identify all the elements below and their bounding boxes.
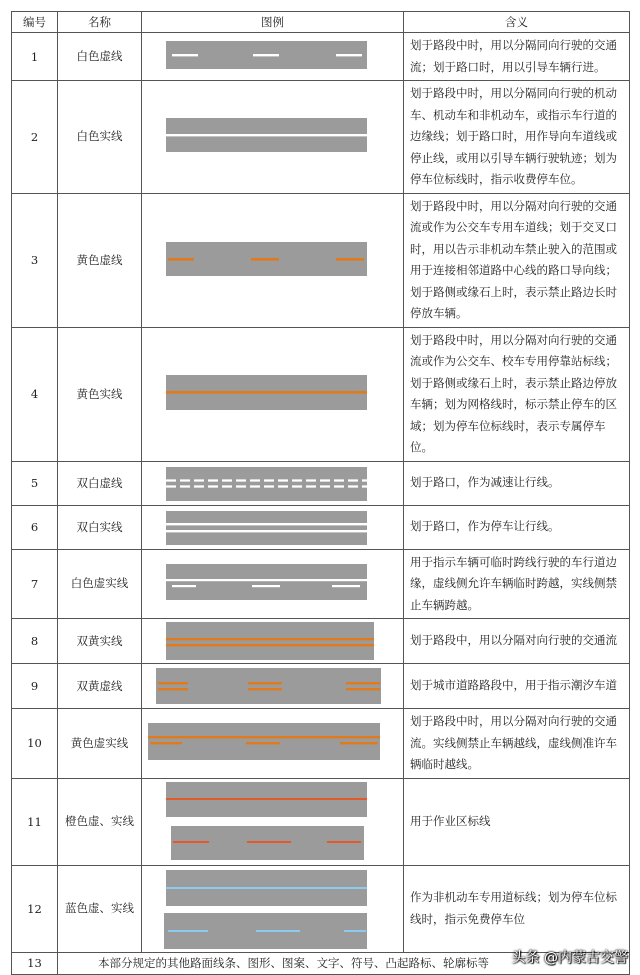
table-row	[12, 619, 630, 664]
example-cell	[142, 461, 404, 505]
example-cell	[142, 664, 404, 709]
table-row	[12, 709, 630, 779]
row-number: 8	[12, 619, 58, 664]
row-meaning: 作为非机动车专用道标线；划为停车位标线时，指示免费停车位	[404, 865, 630, 952]
row-meaning: 划于城市道路路段中，用于指示潮汐车道	[404, 664, 630, 709]
example-cell	[142, 327, 404, 461]
double-white-dashed-line-example	[166, 467, 367, 501]
header-name: 名称	[58, 12, 142, 33]
row-number: 12	[12, 865, 58, 952]
example-cell	[142, 505, 404, 549]
row-number: 1	[12, 33, 58, 81]
row-name: 橙色虚、实线	[58, 778, 142, 865]
table-row	[12, 505, 630, 549]
row-name: 双白实线	[58, 505, 142, 549]
table-row	[12, 33, 630, 81]
row-name: 黄色实线	[58, 327, 142, 461]
example-cell	[142, 619, 404, 664]
double-yellow-solid-line-example	[166, 622, 374, 660]
header-row	[12, 12, 630, 33]
row-meaning: 划于路段中时，用以分隔同向行驶的交通流；划于路口时，用以引导车辆行进。	[404, 33, 630, 81]
row-number: 2	[12, 81, 58, 194]
header-meaning: 含义	[404, 12, 630, 33]
white-dashed-solid-line-example	[166, 564, 367, 600]
row-number: 7	[12, 549, 58, 619]
row-meaning: 划于路口，作为停车让行线。	[404, 505, 630, 549]
table-row	[12, 81, 630, 194]
row-meaning: 划于路段中，用以分隔对向行驶的交通流	[404, 619, 630, 664]
blue-dashed-line-example	[164, 913, 367, 949]
header-example: 图例	[142, 12, 404, 33]
table-row	[12, 193, 630, 327]
example-cell	[142, 549, 404, 619]
row-meaning: 划于路段中时，用以分隔同向行驶的机动车、机动车和非机动车，或指示车行道的边缘线；划于路口时，用作导向车道线或停止线，或用以引导车辆行驶轨迹；划为停车位标线时，指示收费停车位。	[404, 81, 630, 194]
watermark: 头条 @内蒙古交警	[511, 950, 628, 966]
yellow-solid-line-example	[166, 375, 367, 410]
row-number: 10	[12, 709, 58, 779]
row-name: 白色虚实线	[58, 549, 142, 619]
white-dashed-line-example	[166, 41, 367, 69]
orange-dashed-line-example	[171, 826, 364, 860]
row-name: 黄色虚实线	[58, 709, 142, 779]
row-name: 蓝色虚、实线	[58, 865, 142, 952]
row-name: 双黄实线	[58, 619, 142, 664]
row-number: 9	[12, 664, 58, 709]
row-meaning: 用于作业区标线	[404, 778, 630, 865]
yellow-dashed-line-example	[166, 242, 367, 276]
orange-solid-line-example	[166, 782, 367, 817]
double-white-solid-line-example	[166, 511, 367, 545]
row-name: 白色虚线	[58, 33, 142, 81]
row-number: 6	[12, 505, 58, 549]
header-number: 编号	[12, 12, 58, 33]
table-row	[12, 549, 630, 619]
table-row	[12, 778, 630, 865]
row-meaning: 用于指示车辆可临时跨线行驶的车行道边缘，虚线侧允许车辆临时跨越，实线侧禁止车辆跨越。	[404, 549, 630, 619]
row-name: 双白虚线	[58, 461, 142, 505]
footer-text: 本部分规定的其他路面线条、图形、图案、文字、符号、凸起路标、轮廓标等	[58, 952, 630, 974]
table-row	[12, 461, 630, 505]
example-cell	[142, 709, 404, 779]
yellow-dashed-solid-line-example	[148, 723, 380, 760]
example-cell	[142, 81, 404, 194]
row-number: 5	[12, 461, 58, 505]
road-marking-table	[11, 11, 630, 975]
row-number: 3	[12, 193, 58, 327]
example-cell	[142, 193, 404, 327]
table-row	[12, 664, 630, 709]
row-meaning: 划于路段中时，用以分隔对向行驶的交通流或作为公交车、校车专用停靠站标线；划于路侧或缘石上时，表示禁止路边停放车辆；划为网格线时，标示禁止停车的区域；划为停车位标线时，表示专属停车位。	[404, 327, 630, 461]
example-cell	[142, 865, 404, 952]
row-name: 双黄虚线	[58, 664, 142, 709]
example-cell	[142, 33, 404, 81]
double-yellow-dashed-line-example	[156, 668, 381, 704]
row-meaning: 划于路段中时，用以分隔对向行驶的交通流或作为公交车专用车道线；划于交叉口时，用以告示非机动车禁止驶入的范围或用于连接相邻道路中心线的路口导向线；划于路侧或缘石上时，表示禁止路边长时停放车辆。	[404, 193, 630, 327]
row-meaning: 划于路口，作为减速让行线。	[404, 461, 630, 505]
table-row	[12, 327, 630, 461]
example-cell	[142, 778, 404, 865]
row-meaning: 划于路段中时，用以分隔对向行驶的交通流。实线侧禁止车辆越线，虚线侧准许车辆临时越线。	[404, 709, 630, 779]
row-number: 11	[12, 778, 58, 865]
row-number: 13	[12, 952, 58, 974]
row-name: 白色实线	[58, 81, 142, 194]
row-number: 4	[12, 327, 58, 461]
blue-solid-line-example	[166, 870, 367, 906]
table-row	[12, 865, 630, 952]
white-solid-line-example	[166, 118, 367, 152]
row-name: 黄色虚线	[58, 193, 142, 327]
